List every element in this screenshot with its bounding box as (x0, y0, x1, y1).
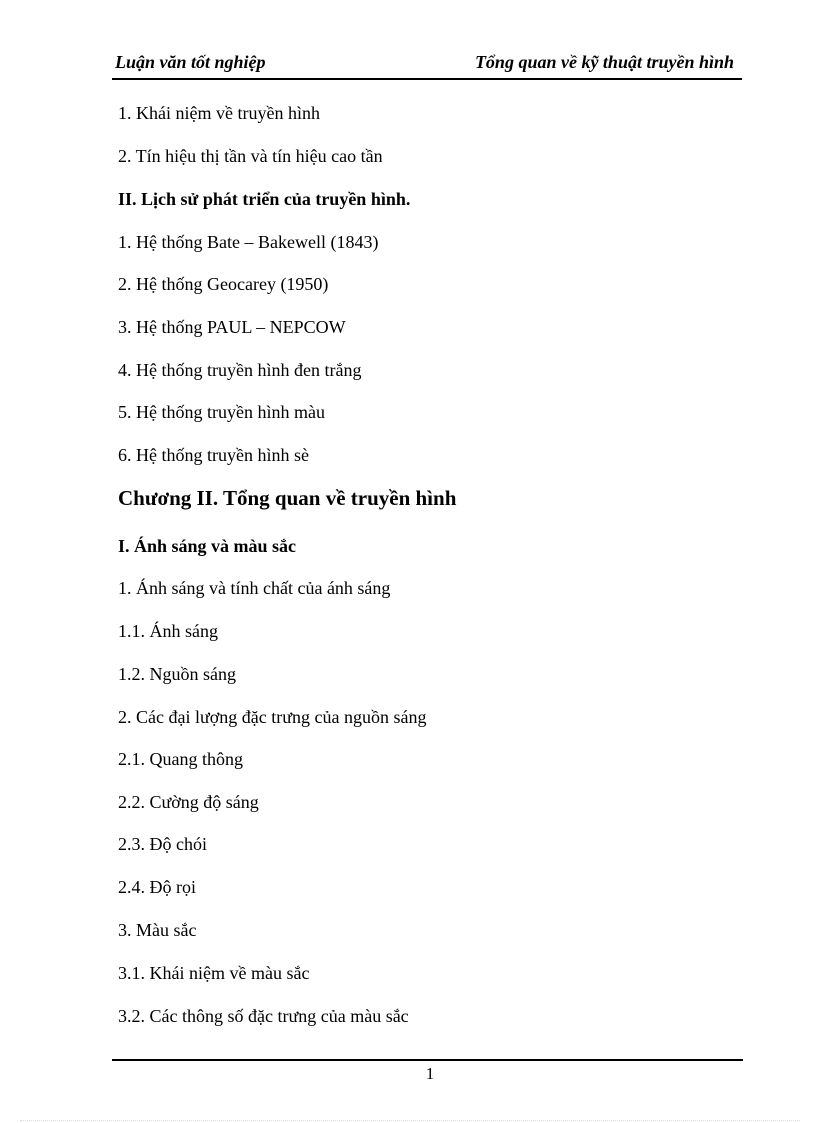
toc-item: 2.4. Độ rọi (118, 877, 196, 897)
toc-item: 1.2. Nguồn sáng (118, 664, 236, 684)
toc-section-heading: I. Ánh sáng và màu sắc (118, 536, 297, 556)
toc-item: 1. Khái niệm về truyền hình (118, 103, 320, 123)
toc-item: 1.1. Ánh sáng (118, 621, 218, 641)
page-bottom-edge (20, 1120, 800, 1121)
header-thesis-label: Luận văn tốt nghiệp (115, 52, 266, 72)
toc-item: 1. Hệ thống Bate – Bakewell (1843) (118, 232, 379, 252)
toc-section-heading: II. Lịch sử phát triển của truyền hình. (118, 189, 411, 209)
toc-item: 1. Ánh sáng và tính chất của ánh sáng (118, 578, 391, 598)
page-header (112, 50, 742, 80)
toc-item: 2.1. Quang thông (118, 749, 243, 769)
header-document-title: Tổng quan về kỹ thuật truyền hình (474, 52, 734, 72)
toc-item: 2.3. Độ chói (118, 834, 207, 854)
toc-item: 3. Màu sắc (118, 920, 197, 940)
toc-item: 3.1. Khái niệm về màu sắc (118, 963, 310, 983)
footer-rule (112, 1059, 743, 1061)
toc-item: 5. Hệ thống truyền hình màu (118, 402, 325, 422)
toc-item: 2. Các đại lượng đặc trưng của nguồn sáng (118, 707, 427, 727)
toc-item: 2. Hệ thống Geocarey (1950) (118, 274, 329, 294)
toc-item: 3.2. Các thông số đặc trưng của màu sắc (118, 1006, 409, 1026)
toc-item: 2.2. Cường độ sáng (118, 792, 259, 812)
toc-item: 4. Hệ thống truyền hình đen trắng (118, 360, 362, 380)
toc-chapter-heading: Chương II. Tổng quan về truyền hình (118, 486, 457, 510)
toc-item: 3. Hệ thống PAUL – NEPCOW (118, 317, 346, 337)
toc-item: 2. Tín hiệu thị tần và tín hiệu cao tần (118, 146, 383, 166)
page-number: 1 (425, 1064, 435, 1083)
toc-item: 6. Hệ thống truyền hình sè (118, 445, 309, 465)
